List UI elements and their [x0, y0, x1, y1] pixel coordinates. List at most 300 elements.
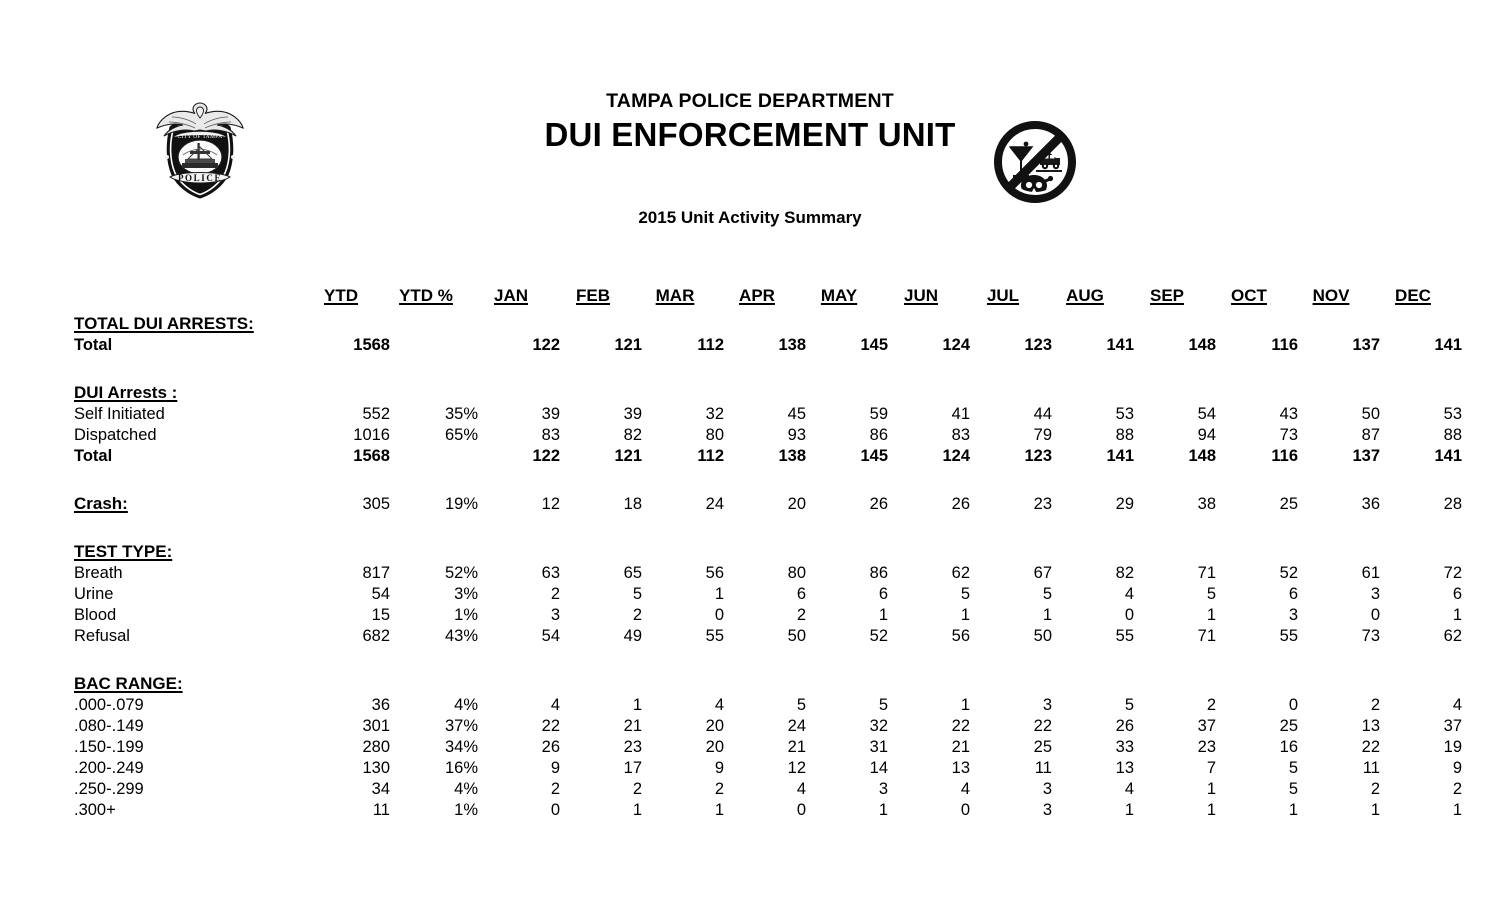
table-cell: 71: [1197, 627, 1216, 645]
table-cell: 2: [714, 780, 724, 798]
table-cell: 280: [362, 738, 390, 756]
table-cell: 93: [787, 426, 806, 444]
table-cell: 137: [1352, 336, 1380, 354]
section-heading-label: TOTAL DUI ARRESTS:: [74, 314, 254, 333]
table-cell: 3: [1042, 696, 1052, 714]
row-spacer: [74, 514, 1462, 536]
table-cell: 2: [550, 780, 560, 798]
row-label: .080-.149: [74, 717, 144, 735]
table-cell: 13: [1361, 717, 1380, 735]
section-heading-row-total-dui-arrests: [74, 308, 1462, 334]
table-cell: 86: [869, 426, 888, 444]
table-cell: [970, 377, 1052, 403]
table-cell: [478, 668, 560, 694]
table-cell: 32: [869, 717, 888, 735]
table-cell: 22: [1361, 738, 1380, 756]
row-spacer: [74, 646, 1462, 668]
table-cell: 43: [1279, 405, 1298, 423]
table-cell: 38: [1197, 495, 1216, 513]
table-cell: 28: [1443, 495, 1462, 513]
row-label: Breath: [74, 564, 123, 582]
table-cell: [724, 308, 806, 334]
report-subtitle: 2015 Unit Activity Summary: [638, 208, 862, 227]
table-cell: [970, 308, 1052, 334]
section-heading-test-type: [74, 536, 308, 562]
row-label: .200-.249: [74, 759, 144, 777]
table-cell: [806, 668, 888, 694]
column-header-jul: [970, 276, 1052, 308]
table-row: [74, 799, 1462, 820]
table-cell: 5: [1124, 696, 1134, 714]
table-cell: [560, 308, 642, 334]
table-cell: 0: [550, 801, 560, 819]
table-cell: 22: [541, 717, 560, 735]
row-label: Refusal: [74, 627, 130, 645]
table-cell: 33: [1115, 738, 1134, 756]
table-cell: 5: [632, 585, 642, 603]
table-row: [74, 736, 1462, 757]
table-cell: [390, 536, 478, 562]
table-cell: 112: [697, 447, 724, 465]
table-cell: 36: [371, 696, 390, 714]
table-cell: 1: [878, 606, 888, 624]
row-spacer: [74, 355, 1462, 377]
table-cell: 3: [1042, 780, 1052, 798]
table-cell: 130: [362, 759, 390, 777]
table-cell: [308, 308, 390, 334]
table-cell: 22: [951, 717, 970, 735]
table-cell: 4: [714, 696, 724, 714]
table-cell: 682: [362, 627, 390, 645]
no-drinking-and-driving-icon: [990, 117, 1080, 207]
table-cell: 552: [362, 405, 390, 423]
column-header-label: FEB: [576, 286, 610, 305]
row-label: Self Initiated: [74, 405, 165, 423]
table-cell: [1052, 536, 1134, 562]
row-label: Urine: [74, 585, 114, 603]
table-cell: 65: [623, 564, 642, 582]
table-cell: 32: [705, 405, 724, 423]
table-cell: 1: [1370, 801, 1380, 819]
row-label: Dispatched: [74, 426, 157, 444]
table-cell: 1: [1206, 606, 1216, 624]
table-cell: 52: [869, 627, 888, 645]
column-header-label: JAN: [493, 286, 528, 305]
table-cell: 1: [960, 696, 970, 714]
table-cell: [1216, 377, 1298, 403]
table-cell: 4: [1124, 780, 1134, 798]
table-cell: 54: [1197, 405, 1216, 423]
table-cell: [478, 308, 560, 334]
table-cell: [390, 377, 478, 403]
table-cell: [1380, 308, 1462, 334]
table-cell: 1: [1452, 606, 1462, 624]
column-header-oct: [1216, 276, 1298, 308]
table-cell: 1016: [353, 426, 390, 444]
table-cell: 123: [1024, 336, 1052, 354]
column-header-sep: [1134, 276, 1216, 308]
column-header-label: NOV: [1312, 286, 1350, 305]
column-header-label: MAR: [655, 286, 695, 305]
table-cell: 44: [1033, 405, 1052, 423]
table-cell: 1: [1124, 801, 1134, 819]
column-header-mar: [642, 276, 724, 308]
table-cell: 50: [1033, 627, 1052, 645]
column-header-label: MAY: [820, 286, 858, 305]
table-cell: 94: [1197, 426, 1216, 444]
table-cell: [806, 377, 888, 403]
table-cell: 54: [371, 585, 390, 603]
table-cell: 1: [632, 801, 642, 819]
table-cell: 88: [1443, 426, 1462, 444]
table-cell: [888, 668, 970, 694]
table-cell: [390, 445, 478, 466]
table-cell: 3: [1288, 606, 1298, 624]
table-cell: 148: [1188, 447, 1216, 465]
table-cell: 4%: [454, 780, 478, 798]
table-cell: 26: [541, 738, 560, 756]
table-cell: 11: [1034, 759, 1052, 777]
table-cell: [478, 377, 560, 403]
table-cell: 141: [1106, 447, 1134, 465]
spacer-cell: [74, 355, 1462, 377]
table-cell: [1298, 668, 1380, 694]
row-label: .300+: [74, 801, 116, 819]
table-cell: 4: [550, 696, 560, 714]
table-cell: 2: [632, 780, 642, 798]
table-cell: [308, 377, 390, 403]
column-header-label: OCT: [1231, 286, 1267, 305]
column-header-feb: [560, 276, 642, 308]
activity-summary-table: [74, 276, 1462, 820]
document-header: [0, 92, 1494, 242]
row-label: Total: [74, 447, 113, 465]
table-cell: 4%: [454, 696, 478, 714]
table-cell: 34: [371, 780, 390, 798]
table-cell: [1134, 308, 1216, 334]
table-cell: [1380, 377, 1462, 403]
table-cell: 145: [860, 447, 888, 465]
table-cell: 121: [614, 447, 642, 465]
table-cell: 137: [1352, 447, 1380, 465]
table-cell: 87: [1361, 426, 1380, 444]
table-cell: 13: [1115, 759, 1134, 777]
table-cell: 54: [541, 627, 560, 645]
table-cell: 3: [878, 780, 888, 798]
table-cell: 0: [1288, 696, 1298, 714]
table-cell: 39: [623, 405, 642, 423]
table-cell: 4: [796, 780, 806, 798]
column-header-nov: [1298, 276, 1380, 308]
table-cell: 22: [1033, 717, 1052, 735]
table-cell: [1052, 668, 1134, 694]
table-cell: 6: [878, 585, 888, 603]
row-label: .250-.299: [74, 780, 144, 798]
table-cell: 145: [860, 336, 888, 354]
table-cell: [1216, 668, 1298, 694]
table-cell: 37: [1443, 717, 1462, 735]
table-cell: 1: [714, 585, 724, 603]
table-cell: 122: [532, 447, 560, 465]
table-cell: 817: [362, 564, 390, 582]
svg-text:CITY OF TAMPA: CITY OF TAMPA: [177, 134, 223, 140]
table-cell: 37: [1197, 717, 1216, 735]
table-cell: 25: [1033, 738, 1052, 756]
table-cell: 1: [960, 606, 970, 624]
department-name: TAMPA POLICE DEPARTMENT: [606, 90, 894, 112]
table-cell: [1298, 377, 1380, 403]
table-cell: 56: [705, 564, 724, 582]
table-cell: 20: [705, 738, 724, 756]
table-cell: 0: [960, 801, 970, 819]
table-cell: 5: [1288, 759, 1298, 777]
table-cell: 3: [1370, 585, 1380, 603]
table-cell: 0: [1124, 606, 1134, 624]
column-header-label: DEC: [1395, 286, 1431, 305]
column-header-label: JUL: [986, 286, 1020, 305]
table-cell: 1: [1288, 801, 1298, 819]
table-cell: 2: [1206, 696, 1216, 714]
table-cell: 67: [1033, 564, 1052, 582]
table-cell: 52: [1279, 564, 1298, 582]
section-heading-label: DUI Arrests :: [74, 383, 178, 402]
table-cell: 301: [362, 717, 390, 735]
section-heading-label: TEST TYPE:: [74, 542, 173, 561]
table-cell: 29: [1115, 495, 1134, 513]
table-cell: 52%: [444, 564, 478, 582]
column-header-may: [806, 276, 888, 308]
table-row: [74, 583, 1462, 604]
table-cell: 37%: [444, 717, 478, 735]
table-cell: 5: [878, 696, 888, 714]
table-cell: [806, 536, 888, 562]
table-cell: 50: [787, 627, 806, 645]
table-cell: 63: [541, 564, 560, 582]
table-cell: [1298, 308, 1380, 334]
table-cell: 141: [1434, 447, 1462, 465]
table-cell: [642, 377, 724, 403]
column-header-jun: [888, 276, 970, 308]
table-row: [74, 403, 1462, 424]
section-heading-row-dui-arrests: [74, 377, 1462, 403]
section-heading-row-bac-range: [74, 668, 1462, 694]
table-cell: 16: [1279, 738, 1298, 756]
table-cell: 19: [1443, 738, 1462, 756]
table-cell: [724, 377, 806, 403]
row-label: .150-.199: [74, 738, 144, 756]
table-cell: 1: [1452, 801, 1462, 819]
table-cell: 16%: [444, 759, 478, 777]
table-cell: 50: [1361, 405, 1380, 423]
table-cell: 1: [878, 801, 888, 819]
table-row: [74, 562, 1462, 583]
spacer-cell: [74, 514, 1462, 536]
table-cell: 123: [1024, 447, 1052, 465]
table-cell: 2: [632, 606, 642, 624]
table-cell: 49: [623, 627, 642, 645]
table-cell: [560, 668, 642, 694]
table-cell: 5: [1042, 585, 1052, 603]
table-cell: 124: [942, 447, 970, 465]
table-cell: 24: [705, 495, 724, 513]
table-cell: 62: [1443, 627, 1462, 645]
table-cell: 25: [1279, 717, 1298, 735]
table-cell: 0: [714, 606, 724, 624]
column-header-label: YTD: [324, 286, 358, 305]
spacer-cell: [74, 646, 1462, 668]
table-cell: 59: [869, 405, 888, 423]
table-cell: [1380, 668, 1462, 694]
table-cell: 73: [1279, 426, 1298, 444]
table-cell: [642, 308, 724, 334]
table-cell: 12: [787, 759, 806, 777]
column-header-label: YTD %: [399, 286, 453, 305]
table-cell: 21: [787, 738, 806, 756]
table-cell: [806, 308, 888, 334]
table-cell: 34%: [444, 738, 478, 756]
table-row: [74, 625, 1462, 646]
header-corner-cell: [74, 276, 308, 308]
svg-text:POLICE: POLICE: [177, 173, 223, 183]
table-cell: 20: [787, 495, 806, 513]
table-cell: 55: [1279, 627, 1298, 645]
row-spacer: [74, 466, 1462, 488]
table-cell: [560, 536, 642, 562]
table-cell: 53: [1115, 405, 1134, 423]
table-cell: 55: [705, 627, 724, 645]
table-cell: 83: [541, 426, 560, 444]
table-cell: 2: [796, 606, 806, 624]
section-heading-crash: [74, 488, 308, 514]
table-cell: 83: [951, 426, 970, 444]
table-cell: 9: [1452, 759, 1462, 777]
table-cell: 23: [623, 738, 642, 756]
table-cell: 17: [623, 759, 642, 777]
table-cell: 72: [1443, 564, 1462, 582]
table-cell: [970, 668, 1052, 694]
table-cell: 11: [372, 801, 390, 819]
column-header-ytd: [308, 276, 390, 308]
table-cell: 31: [869, 738, 888, 756]
table-cell: [560, 377, 642, 403]
table-cell: [888, 536, 970, 562]
table-cell: 3%: [454, 585, 478, 603]
table-cell: 9: [550, 759, 560, 777]
table-row: [74, 694, 1462, 715]
table-cell: 5: [960, 585, 970, 603]
table-cell: 11: [1362, 759, 1380, 777]
table-cell: 0: [796, 801, 806, 819]
table-cell: 6: [1452, 585, 1462, 603]
column-header-label: SEP: [1149, 286, 1185, 305]
row-label: .000-.079: [74, 696, 144, 714]
table-cell: [1052, 377, 1134, 403]
column-header-jan: [478, 276, 560, 308]
table-cell: [724, 536, 806, 562]
table-cell: [1134, 668, 1216, 694]
table-cell: 122: [532, 336, 560, 354]
table-cell: 80: [705, 426, 724, 444]
table-cell: [642, 668, 724, 694]
table-cell: 1: [1042, 606, 1052, 624]
table-cell: 43%: [444, 627, 478, 645]
column-header-label: APR: [739, 286, 775, 305]
table-cell: 9: [714, 759, 724, 777]
table-row: [74, 778, 1462, 799]
table-cell: [970, 536, 1052, 562]
table-cell: 18: [623, 495, 642, 513]
table-cell: 2: [1370, 696, 1380, 714]
table-cell: 35%: [444, 405, 478, 423]
table-cell: 25: [1279, 495, 1298, 513]
table-cell: 1: [1206, 801, 1216, 819]
table-cell: 88: [1115, 426, 1134, 444]
table-cell: 3: [550, 606, 560, 624]
unit-title: DUI ENFORCEMENT UNIT: [544, 115, 956, 153]
table-cell: [1216, 536, 1298, 562]
table-cell: 82: [623, 426, 642, 444]
table-cell: [1380, 536, 1462, 562]
table-cell: [1216, 308, 1298, 334]
table-cell: 65%: [444, 426, 478, 444]
table-cell: 1: [1206, 780, 1216, 798]
column-header-apr: [724, 276, 806, 308]
table-cell: 3: [1042, 801, 1052, 819]
spacer-cell: [74, 466, 1462, 488]
table-cell: 15: [371, 606, 390, 624]
table-row: [74, 604, 1462, 625]
table-cell: [1298, 536, 1380, 562]
table-cell: 2: [1452, 780, 1462, 798]
column-header-label: AUG: [1066, 286, 1104, 305]
table-cell: 55: [1115, 627, 1134, 645]
table-cell: [308, 668, 390, 694]
table-cell: 26: [1115, 717, 1134, 735]
section-heading-bac-range: [74, 668, 308, 694]
table-cell: 112: [697, 336, 724, 354]
table-cell: 1: [632, 696, 642, 714]
section-heading-total-dui-arrests: [74, 308, 308, 334]
table-cell: 21: [951, 738, 970, 756]
table-cell: 1%: [454, 801, 478, 819]
table-cell: 36: [1361, 495, 1380, 513]
column-header-label: JUN: [903, 286, 938, 305]
summary-grid: [74, 276, 1462, 820]
table-cell: 23: [1033, 495, 1052, 513]
section-heading-label: BAC RANGE:: [74, 674, 183, 693]
table-cell: 61: [1361, 564, 1380, 582]
section-heading-dui-arrests: [74, 377, 308, 403]
table-cell: 80: [787, 564, 806, 582]
table-cell: 45: [787, 405, 806, 423]
table-row: [74, 445, 1462, 466]
table-cell: 4: [1452, 696, 1462, 714]
section-heading-label: Crash:: [74, 494, 128, 513]
table-cell: 20: [705, 717, 724, 735]
table-cell: 124: [942, 336, 970, 354]
table-cell: [390, 668, 478, 694]
table-cell: 1568: [353, 336, 390, 354]
table-cell: 82: [1115, 564, 1134, 582]
table-header-row: [74, 276, 1462, 308]
table-cell: 12: [541, 495, 560, 513]
table-cell: [888, 377, 970, 403]
column-header-ytd: [390, 276, 478, 308]
table-cell: [724, 668, 806, 694]
table-row: [74, 715, 1462, 736]
table-cell: 21: [623, 717, 642, 735]
table-cell: [642, 536, 724, 562]
